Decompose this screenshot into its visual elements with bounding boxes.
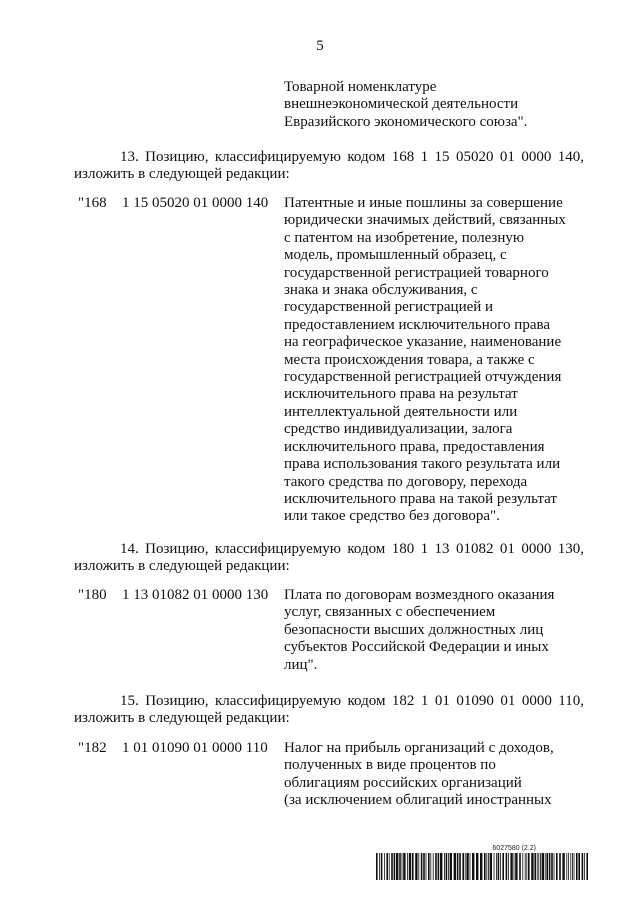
text-line: такого средства по договору, перехода: [284, 473, 528, 490]
barcode-icon: [376, 853, 588, 880]
text-line: с патентом на изобретение, полезную: [284, 229, 525, 246]
text-line: Налог на прибыль организаций с доходов,: [284, 740, 554, 756]
footer-barcode: [376, 845, 588, 880]
text-line: лиц".: [284, 656, 318, 673]
text-line: модель, промышленный образец, с: [284, 247, 507, 264]
position-description: [284, 740, 584, 810]
instruction-line: изложить в следующей редакции:: [74, 558, 290, 575]
text-line: облигациям российских организаций: [284, 774, 522, 791]
text-line: средство индивидуализации, залога: [284, 421, 513, 438]
text-line: полученных в виде процентов по: [284, 757, 496, 774]
instruction-line: изложить в следующей редакции:: [74, 166, 290, 183]
text-line: юридически значимых действий, связанных: [284, 212, 566, 229]
code-prefix: "168: [78, 195, 107, 211]
text-line: права использования такого результата или: [284, 456, 561, 473]
text-line: исключительного права на такой результат: [284, 490, 557, 507]
instruction-line: изложить в следующей редакции:: [74, 710, 290, 727]
text-line: на географическое указание, наименование: [284, 334, 562, 351]
text-line: Товарной номенклатуре: [284, 79, 437, 95]
text-line: (за исключением облигаций иностранных: [284, 792, 552, 809]
instruction-line: 13. Позицию, классифицируемую кодом 168 1 15 05020 01 0000 140,: [120, 149, 584, 165]
text-line: интеллектуальной деятельности или: [284, 403, 518, 420]
instruction-line: 14. Позицию, классифицируемую кодом 180 1 13 01082 01 0000 130,: [120, 541, 584, 557]
instruction-line: 15. Позицию, классифицируемую кодом 182 1 01 01090 01 0000 110,: [120, 693, 584, 709]
text-line: исключительного права на результат: [284, 386, 518, 403]
text-line: предоставлением исключительного права: [284, 316, 551, 333]
position-description: [284, 587, 584, 674]
text-line: государственной регистрацией товарного: [284, 264, 549, 281]
text-line: места происхождения товара, а также с: [284, 351, 535, 368]
text-line: государственной регистрацией отчуждения: [284, 369, 562, 386]
text-line: Евразийского экономического союза".: [284, 113, 528, 130]
code-prefix: "182: [78, 740, 107, 756]
text-line: или такое средство без договора".: [284, 508, 500, 525]
classification-code: 1 15 05020 01 0000 140: [122, 195, 269, 211]
text-line: знака и знака обслуживания, с: [284, 282, 478, 299]
text-line: безопасности высших должностных лиц: [284, 621, 544, 638]
barcode-label: 6027580 (2.2): [492, 845, 536, 852]
text-line: государственной регистрацией и: [284, 299, 494, 316]
intro-text: [284, 79, 584, 131]
classification-code: 1 13 01082 01 0000 130: [122, 587, 269, 603]
text-line: субъектов Российской Федерации и иных: [284, 639, 549, 656]
instruction-paragraph-15: [74, 693, 584, 728]
instruction-paragraph-14: [74, 541, 584, 576]
instruction-paragraph-13: [74, 149, 584, 184]
text-line: Патентные и иные пошлины за совершение: [284, 195, 563, 211]
text-line: Плата по договорам возмездного оказания: [284, 587, 555, 603]
text-line: исключительного права, предоставления: [284, 438, 545, 455]
code-prefix: "180: [78, 587, 107, 603]
text-line: услуг, связанных с обеспечением: [284, 604, 496, 621]
position-description: [284, 195, 584, 526]
classification-code: 1 01 01090 01 0000 110: [122, 740, 268, 756]
text-line: внешнеэкономической деятельности: [284, 96, 519, 113]
page-number: 5: [316, 38, 324, 54]
